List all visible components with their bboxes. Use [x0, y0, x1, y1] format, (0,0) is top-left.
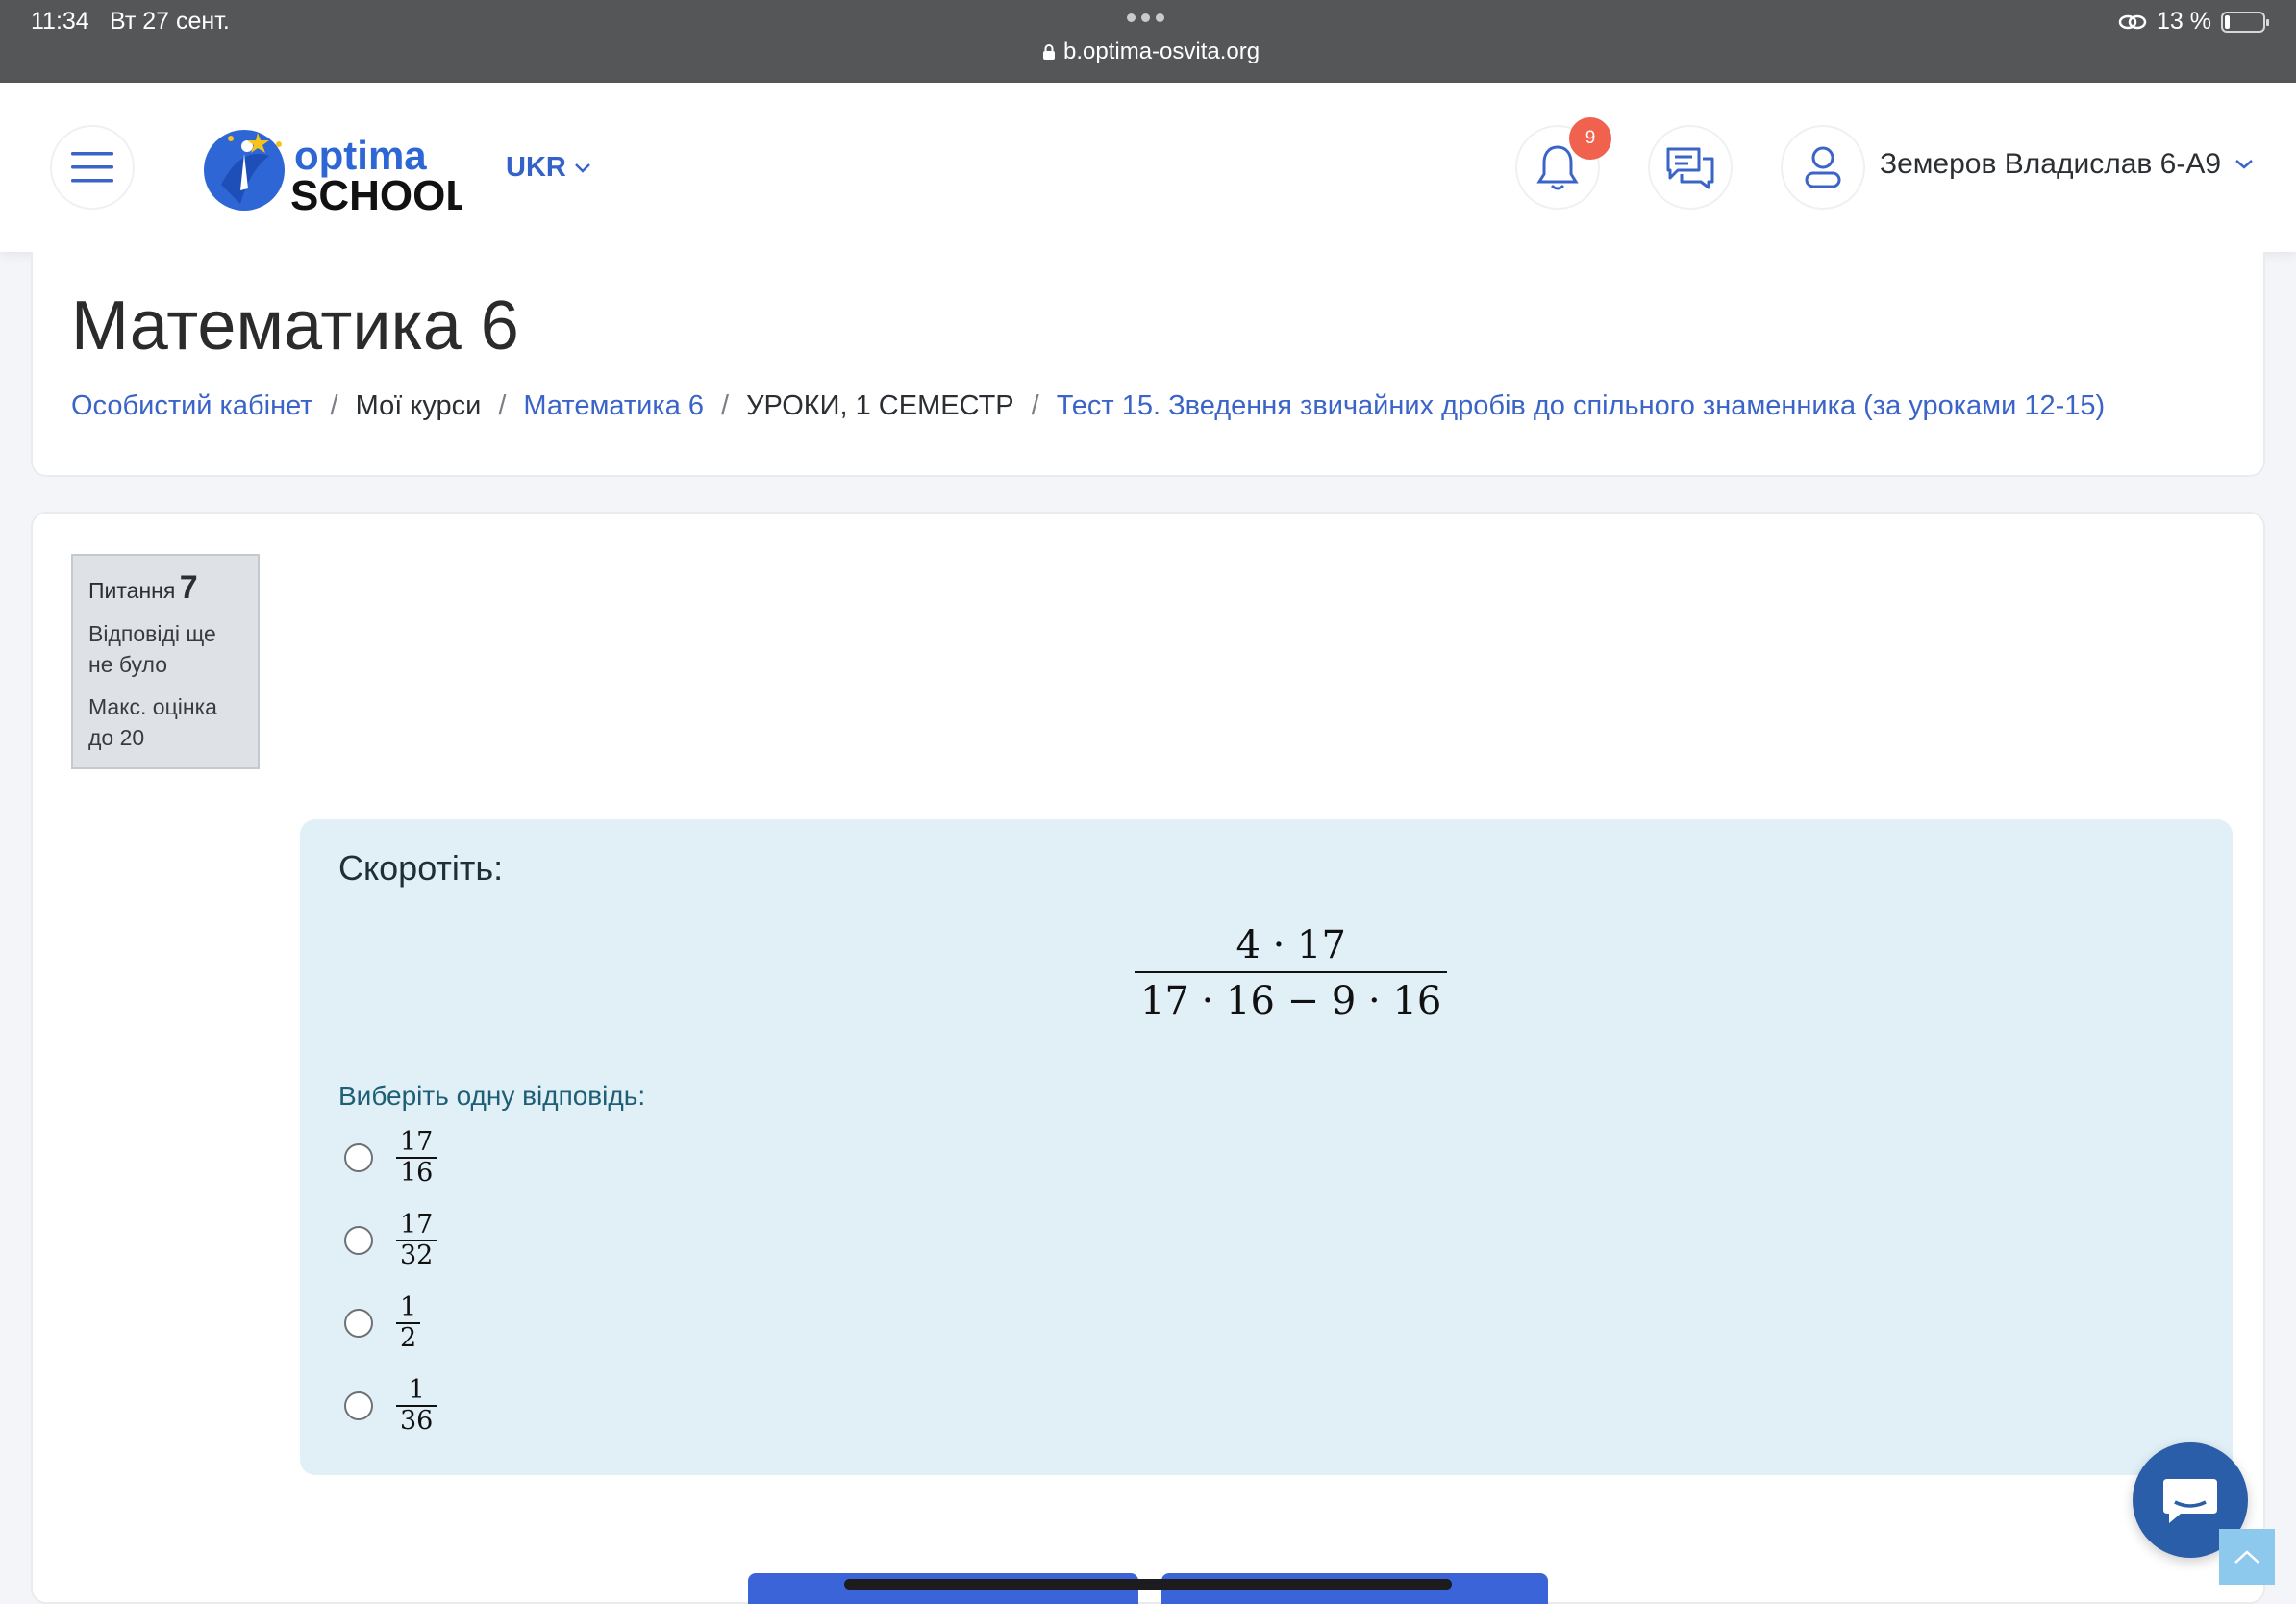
- question-text: Скоротіть:: [338, 848, 504, 888]
- user-avatar-button[interactable]: [1781, 125, 1865, 210]
- fraction-numerator: 1: [400, 1292, 417, 1322]
- url-text: b.optima-osvita.org: [1063, 38, 1260, 64]
- breadcrumb-section: УРОКИ, 1 СЕМЕСТР: [746, 390, 1014, 421]
- status-right: [2118, 8, 2265, 36]
- fraction-denominator: 2: [396, 1322, 420, 1352]
- logo-text-top: optima: [294, 133, 427, 178]
- menu-button[interactable]: [50, 125, 135, 210]
- logo-text-bottom: SCHOOL: [290, 172, 462, 213]
- question-label: Питання: [88, 578, 176, 603]
- answer-fraction: [396, 1294, 420, 1352]
- breadcrumb-separator: /: [330, 390, 338, 421]
- breadcrumb-test[interactable]: Тест 15. Зведення звичайних дробів до спільного знаменника (за уроками 12-15): [1056, 390, 2106, 421]
- breadcrumb-my-courses: Мої курси: [355, 390, 482, 421]
- answer-radio[interactable]: [344, 1143, 373, 1172]
- fraction-denominator: 36: [396, 1405, 437, 1435]
- answer-fraction: [396, 1212, 437, 1269]
- question-info-box: [71, 554, 260, 769]
- answer-radio[interactable]: [344, 1226, 373, 1255]
- answer-prompt: Виберіть одну відповідь:: [338, 1081, 646, 1111]
- answer-option[interactable]: [344, 1377, 437, 1435]
- scroll-to-top-button[interactable]: [2219, 1529, 2275, 1585]
- notification-badge: 9: [1569, 117, 1611, 160]
- question-number: 7: [179, 569, 198, 606]
- answer-option[interactable]: [344, 1212, 437, 1269]
- answer-radio[interactable]: [344, 1309, 373, 1338]
- breadcrumb-course[interactable]: Математика 6: [523, 390, 705, 421]
- hamburger-icon: [71, 150, 113, 185]
- chevron-down-icon: [574, 163, 591, 174]
- expression-numerator: 4 · 17: [1235, 923, 1346, 967]
- expression-denominator: 17 · 16 − 9 · 16: [1135, 971, 1447, 1023]
- more-dots-icon[interactable]: [1127, 13, 1164, 22]
- user-menu[interactable]: [1880, 148, 2254, 181]
- chat-icon: [1664, 145, 1716, 189]
- user-name: Земеров Владислав 6-А9: [1880, 148, 2222, 180]
- lock-icon: [1042, 43, 1056, 61]
- link-icon: [2118, 13, 2147, 31]
- fraction-numerator: 17: [400, 1210, 434, 1240]
- answer-option[interactable]: [344, 1129, 437, 1187]
- breadcrumb-separator: /: [1031, 390, 1039, 421]
- messages-button[interactable]: [1648, 125, 1733, 210]
- date: Вт 27 сент.: [110, 8, 230, 35]
- question-content: [300, 819, 2233, 1475]
- user-icon: [1804, 145, 1842, 189]
- fraction-numerator: 1: [408, 1375, 425, 1405]
- question-status: Відповіді ще не було: [88, 621, 216, 677]
- answer-option[interactable]: [344, 1294, 420, 1352]
- clock: 11:34: [31, 8, 89, 35]
- quiz-card: [31, 512, 2265, 1604]
- optima-school-logo[interactable]: [202, 127, 462, 213]
- answer-fraction: [396, 1129, 437, 1187]
- question-expression: [1135, 923, 1447, 1023]
- breadcrumb: [71, 390, 2105, 422]
- fraction-numerator: 17: [400, 1127, 434, 1157]
- battery-percent: 13 %: [2157, 8, 2211, 35]
- breadcrumb-dashboard[interactable]: Особистий кабінет: [71, 390, 313, 421]
- breadcrumb-separator: /: [721, 390, 730, 421]
- breadcrumb-separator: /: [498, 390, 507, 421]
- answer-radio[interactable]: [344, 1391, 373, 1420]
- chevron-down-icon: [2234, 159, 2254, 170]
- page-header-card: [31, 252, 2265, 477]
- status-bar: [0, 0, 2296, 83]
- chevron-up-icon: [2234, 1549, 2260, 1565]
- fraction-denominator: 32: [396, 1240, 437, 1269]
- page-title: Математика 6: [71, 288, 519, 364]
- address-bar[interactable]: [1042, 38, 1260, 65]
- question-max-grade: Макс. оцінка до 20: [88, 694, 217, 750]
- site-header: [0, 83, 2296, 252]
- language-label: UKR: [506, 152, 566, 183]
- home-indicator: [844, 1579, 1452, 1590]
- battery-icon: [2221, 12, 2265, 33]
- chat-bubble-icon: [2159, 1473, 2221, 1527]
- answer-fraction: [396, 1377, 437, 1435]
- language-selector[interactable]: [506, 152, 591, 184]
- fraction-denominator: 16: [396, 1157, 437, 1187]
